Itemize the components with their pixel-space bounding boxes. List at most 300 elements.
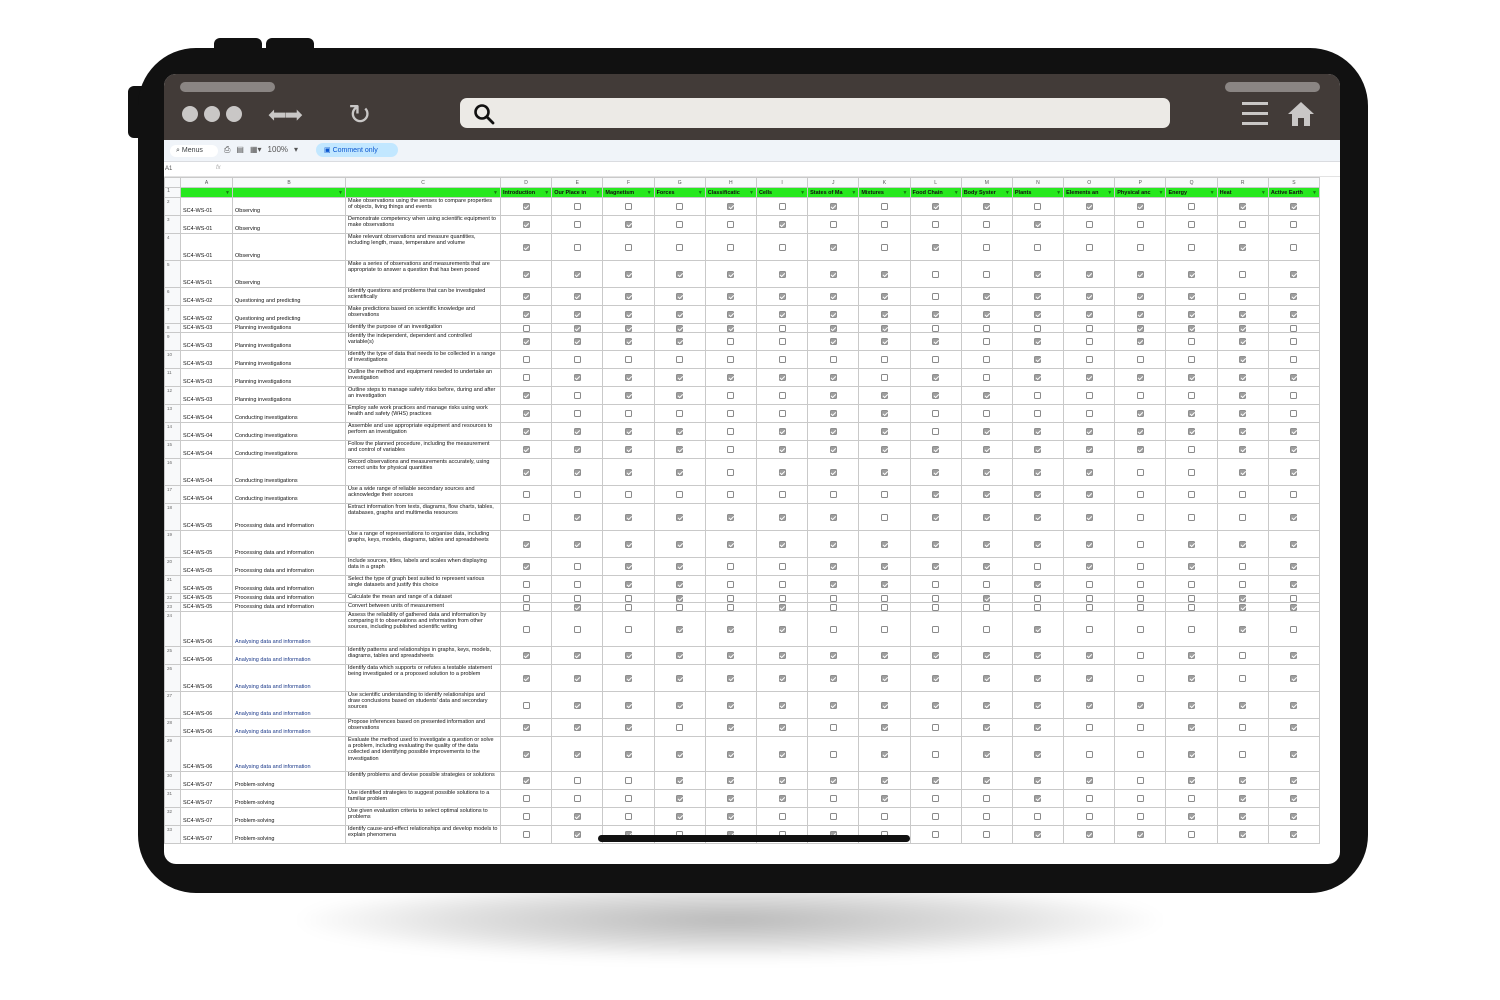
checkbox[interactable] <box>727 271 734 278</box>
checkbox[interactable] <box>1290 392 1297 399</box>
checkbox[interactable] <box>830 338 837 345</box>
checkbox[interactable] <box>1188 203 1195 210</box>
checkbox-cell[interactable] <box>1166 737 1217 772</box>
checkbox-cell[interactable] <box>1012 216 1063 234</box>
checkbox[interactable] <box>779 514 786 521</box>
checkbox[interactable] <box>1137 563 1144 570</box>
checkbox-cell[interactable] <box>552 306 603 324</box>
checkbox[interactable] <box>779 469 786 476</box>
header-cell[interactable] <box>346 188 501 198</box>
checkbox-cell[interactable] <box>501 790 552 808</box>
checkbox[interactable] <box>830 604 837 611</box>
checkbox-cell[interactable] <box>961 351 1012 369</box>
checkbox[interactable] <box>1188 702 1195 709</box>
checkbox-cell[interactable] <box>552 333 603 351</box>
checkbox[interactable] <box>1137 374 1144 381</box>
checkbox-cell[interactable] <box>501 826 552 844</box>
filter-icon[interactable]: ▼ <box>1260 189 1266 196</box>
checkbox-cell[interactable] <box>1268 441 1319 459</box>
strand-cell[interactable]: Problem-solving <box>233 808 346 826</box>
checkbox[interactable] <box>523 392 530 399</box>
reload-icon[interactable]: ↻ <box>348 99 372 130</box>
checkbox-cell[interactable] <box>756 558 807 576</box>
checkbox[interactable] <box>932 563 939 570</box>
checkbox[interactable] <box>574 604 581 611</box>
checkbox[interactable] <box>523 311 530 318</box>
checkbox-cell[interactable] <box>1115 603 1166 612</box>
checkbox[interactable] <box>1137 675 1144 682</box>
row-number[interactable]: 15 <box>165 441 181 459</box>
checkbox-cell[interactable] <box>501 531 552 558</box>
checkbox-cell[interactable] <box>756 808 807 826</box>
checkbox[interactable] <box>1086 356 1093 363</box>
checkbox[interactable] <box>1239 428 1246 435</box>
checkbox-cell[interactable] <box>1268 692 1319 719</box>
checkbox-cell[interactable] <box>1166 486 1217 504</box>
checkbox[interactable] <box>1034 675 1041 682</box>
description-cell[interactable]: Employ safe work practices and manage risks using work health and safety (WHS) practices <box>346 405 501 423</box>
checkbox-cell[interactable] <box>705 198 756 216</box>
row-number[interactable]: 14 <box>165 423 181 441</box>
row-number[interactable]: 18 <box>165 504 181 531</box>
checkbox[interactable] <box>1034 491 1041 498</box>
checkbox-cell[interactable] <box>910 576 961 594</box>
outcome-code-cell[interactable]: SC4-WS-04 <box>181 459 233 486</box>
description-cell[interactable]: Identify the purpose of an investigation <box>346 324 501 333</box>
checkbox-cell[interactable] <box>961 459 1012 486</box>
checkbox-cell[interactable] <box>1166 603 1217 612</box>
checkbox[interactable] <box>574 831 581 838</box>
checkbox[interactable] <box>625 724 632 731</box>
checkbox[interactable] <box>1137 244 1144 251</box>
checkbox[interactable] <box>1137 795 1144 802</box>
checkbox-cell[interactable] <box>1217 423 1268 441</box>
checkbox[interactable] <box>574 581 581 588</box>
checkbox[interactable] <box>983 271 990 278</box>
checkbox-cell[interactable] <box>1115 576 1166 594</box>
outcome-code-cell[interactable]: SC4-WS-03 <box>181 324 233 333</box>
checkbox[interactable] <box>523 221 530 228</box>
checkbox-cell[interactable] <box>1064 603 1115 612</box>
checkbox[interactable] <box>1188 244 1195 251</box>
checkbox[interactable] <box>625 293 632 300</box>
checkbox[interactable] <box>1034 541 1041 548</box>
strand-cell[interactable]: Conducting investigations <box>233 486 346 504</box>
checkbox[interactable] <box>727 675 734 682</box>
checkbox[interactable] <box>1188 795 1195 802</box>
checkbox-cell[interactable] <box>552 790 603 808</box>
hamburger-icon[interactable] <box>1242 102 1268 126</box>
checkbox[interactable] <box>1137 325 1144 332</box>
checkbox[interactable] <box>1290 356 1297 363</box>
checkbox-cell[interactable] <box>910 441 961 459</box>
checkbox-cell[interactable] <box>910 288 961 306</box>
checkbox-cell[interactable] <box>654 486 705 504</box>
checkbox-cell[interactable] <box>808 351 859 369</box>
checkbox-cell[interactable] <box>859 531 910 558</box>
topic-header-cell[interactable] <box>961 188 1012 198</box>
checkbox[interactable] <box>1290 595 1297 602</box>
checkbox[interactable] <box>574 491 581 498</box>
checkbox[interactable] <box>1188 446 1195 453</box>
checkbox[interactable] <box>625 563 632 570</box>
outcome-code-cell[interactable]: SC4-WS-03 <box>181 387 233 405</box>
checkbox[interactable] <box>727 325 734 332</box>
checkbox[interactable] <box>1137 595 1144 602</box>
checkbox[interactable] <box>1290 311 1297 318</box>
checkbox-cell[interactable] <box>603 387 654 405</box>
checkbox[interactable] <box>1188 604 1195 611</box>
checkbox-cell[interactable] <box>705 459 756 486</box>
checkbox[interactable] <box>676 271 683 278</box>
checkbox-cell[interactable] <box>961 808 1012 826</box>
checkbox[interactable] <box>1137 338 1144 345</box>
checkbox[interactable] <box>1034 604 1041 611</box>
checkbox-cell[interactable] <box>1166 441 1217 459</box>
checkbox-cell[interactable] <box>1115 719 1166 737</box>
checkbox[interactable] <box>574 652 581 659</box>
checkbox-cell[interactable] <box>654 531 705 558</box>
checkbox-cell[interactable] <box>705 790 756 808</box>
checkbox[interactable] <box>1034 410 1041 417</box>
checkbox-cell[interactable] <box>910 198 961 216</box>
description-cell[interactable]: Outline the method and equipment needed to undertake an investigation <box>346 369 501 387</box>
checkbox[interactable] <box>1137 652 1144 659</box>
checkbox-cell[interactable] <box>756 324 807 333</box>
checkbox-cell[interactable] <box>1217 288 1268 306</box>
checkbox[interactable] <box>1188 541 1195 548</box>
checkbox-cell[interactable] <box>1064 826 1115 844</box>
checkbox[interactable] <box>1290 813 1297 820</box>
checkbox[interactable] <box>830 325 837 332</box>
checkbox-cell[interactable] <box>552 612 603 647</box>
checkbox-cell[interactable] <box>756 665 807 692</box>
checkbox-cell[interactable] <box>1012 333 1063 351</box>
checkbox-cell[interactable] <box>859 594 910 603</box>
checkbox[interactable] <box>1034 374 1041 381</box>
checkbox-cell[interactable] <box>808 387 859 405</box>
checkbox-cell[interactable] <box>552 198 603 216</box>
checkbox[interactable] <box>1188 751 1195 758</box>
checkbox[interactable] <box>676 751 683 758</box>
checkbox[interactable] <box>1239 374 1246 381</box>
checkbox[interactable] <box>1137 446 1144 453</box>
checkbox-cell[interactable] <box>1012 351 1063 369</box>
checkbox-cell[interactable] <box>756 234 807 261</box>
checkbox-cell[interactable] <box>1115 486 1166 504</box>
checkbox[interactable] <box>932 392 939 399</box>
checkbox-cell[interactable] <box>1217 333 1268 351</box>
checkbox-cell[interactable] <box>1115 612 1166 647</box>
checkbox[interactable] <box>1290 338 1297 345</box>
strand-cell[interactable]: Analysing data and information <box>233 612 346 647</box>
checkbox[interactable] <box>1290 446 1297 453</box>
strand-cell[interactable]: Questioning and predicting <box>233 306 346 324</box>
checkbox[interactable] <box>1137 541 1144 548</box>
checkbox-cell[interactable] <box>859 441 910 459</box>
checkbox-cell[interactable] <box>552 261 603 288</box>
checkbox[interactable] <box>1137 293 1144 300</box>
checkbox-cell[interactable] <box>961 692 1012 719</box>
checkbox[interactable] <box>574 813 581 820</box>
checkbox[interactable] <box>523 428 530 435</box>
checkbox[interactable] <box>881 293 888 300</box>
checkbox[interactable] <box>727 795 734 802</box>
checkbox[interactable] <box>1137 777 1144 784</box>
checkbox-cell[interactable] <box>552 826 603 844</box>
checkbox[interactable] <box>830 702 837 709</box>
checkbox-cell[interactable] <box>1064 306 1115 324</box>
checkbox[interactable] <box>523 541 530 548</box>
checkbox-cell[interactable] <box>910 665 961 692</box>
checkbox-cell[interactable] <box>1064 324 1115 333</box>
checkbox-cell[interactable] <box>910 692 961 719</box>
checkbox[interactable] <box>830 446 837 453</box>
checkbox[interactable] <box>676 514 683 521</box>
checkbox[interactable] <box>932 311 939 318</box>
row-number[interactable]: 3 <box>165 216 181 234</box>
checkbox[interactable] <box>779 338 786 345</box>
checkbox[interactable] <box>881 581 888 588</box>
checkbox[interactable] <box>983 244 990 251</box>
checkbox[interactable] <box>1034 469 1041 476</box>
checkbox-cell[interactable] <box>961 790 1012 808</box>
checkbox-cell[interactable] <box>705 594 756 603</box>
checkbox-cell[interactable] <box>603 234 654 261</box>
checkbox[interactable] <box>779 203 786 210</box>
checkbox[interactable] <box>881 626 888 633</box>
checkbox[interactable] <box>625 595 632 602</box>
checkbox-cell[interactable] <box>859 333 910 351</box>
checkbox-cell[interactable] <box>654 351 705 369</box>
checkbox-cell[interactable] <box>705 558 756 576</box>
strand-cell[interactable]: Processing data and information <box>233 558 346 576</box>
filter-icon[interactable]: ▼ <box>1004 189 1010 196</box>
checkbox[interactable] <box>523 595 530 602</box>
checkbox-cell[interactable] <box>501 504 552 531</box>
description-cell[interactable]: Demonstrate competency when using scientific equipment to make observations <box>346 216 501 234</box>
checkbox-cell[interactable] <box>859 737 910 772</box>
checkbox-cell[interactable] <box>654 647 705 665</box>
checkbox[interactable] <box>881 702 888 709</box>
checkbox[interactable] <box>983 491 990 498</box>
checkbox[interactable] <box>523 446 530 453</box>
checkbox-cell[interactable] <box>603 504 654 531</box>
checkbox-cell[interactable] <box>756 387 807 405</box>
checkbox[interactable] <box>1137 626 1144 633</box>
checkbox[interactable] <box>1086 514 1093 521</box>
checkbox-cell[interactable] <box>1012 612 1063 647</box>
checkbox[interactable] <box>1137 514 1144 521</box>
description-cell[interactable]: Make a series of observations and measurements that are appropriate to answer a question that has been posed <box>346 261 501 288</box>
checkbox[interactable] <box>1188 724 1195 731</box>
checkbox-cell[interactable] <box>654 306 705 324</box>
checkbox-cell[interactable] <box>654 719 705 737</box>
checkbox-cell[interactable] <box>501 647 552 665</box>
checkbox[interactable] <box>983 410 990 417</box>
checkbox-cell[interactable] <box>552 772 603 790</box>
checkbox-cell[interactable] <box>1064 423 1115 441</box>
checkbox[interactable] <box>830 410 837 417</box>
name-box[interactable]: A1 <box>165 166 173 172</box>
checkbox[interactable] <box>1086 604 1093 611</box>
checkbox-cell[interactable] <box>705 647 756 665</box>
checkbox-cell[interactable] <box>1268 576 1319 594</box>
checkbox[interactable] <box>676 469 683 476</box>
checkbox-cell[interactable] <box>501 719 552 737</box>
checkbox-cell[interactable] <box>1012 486 1063 504</box>
checkbox[interactable] <box>1239 244 1246 251</box>
description-cell[interactable]: Use a range of representations to organise data, including graphs, keys, models, diagrams, tables and spreadsheets <box>346 531 501 558</box>
checkbox[interactable] <box>881 563 888 570</box>
checkbox-cell[interactable] <box>756 594 807 603</box>
checkbox[interactable] <box>1086 311 1093 318</box>
outcome-code-cell[interactable]: SC4-WS-03 <box>181 351 233 369</box>
checkbox[interactable] <box>625 813 632 820</box>
checkbox[interactable] <box>1188 469 1195 476</box>
checkbox[interactable] <box>830 293 837 300</box>
checkbox-cell[interactable] <box>859 558 910 576</box>
checkbox-cell[interactable] <box>1217 216 1268 234</box>
checkbox-cell[interactable] <box>705 369 756 387</box>
checkbox[interactable] <box>983 514 990 521</box>
checkbox[interactable] <box>881 541 888 548</box>
checkbox[interactable] <box>932 491 939 498</box>
checkbox[interactable] <box>676 626 683 633</box>
checkbox-cell[interactable] <box>501 198 552 216</box>
checkbox-cell[interactable] <box>1064 333 1115 351</box>
checkbox-cell[interactable] <box>808 603 859 612</box>
checkbox[interactable] <box>932 652 939 659</box>
checkbox-cell[interactable] <box>1115 288 1166 306</box>
filter-icon[interactable]: ▼ <box>1312 189 1317 196</box>
checkbox[interactable] <box>727 626 734 633</box>
row-number[interactable]: 22 <box>165 594 181 603</box>
checkbox-cell[interactable] <box>910 261 961 288</box>
checkbox[interactable] <box>523 581 530 588</box>
checkbox-cell[interactable] <box>552 504 603 531</box>
strand-cell[interactable]: Problem-solving <box>233 772 346 790</box>
outcome-code-cell[interactable]: SC4-WS-07 <box>181 772 233 790</box>
checkbox[interactable] <box>1188 338 1195 345</box>
checkbox-cell[interactable] <box>705 504 756 531</box>
checkbox[interactable] <box>881 795 888 802</box>
checkbox-cell[interactable] <box>705 261 756 288</box>
checkbox-cell[interactable] <box>1012 772 1063 790</box>
checkbox-cell[interactable] <box>705 288 756 306</box>
corner-cell[interactable] <box>165 178 181 188</box>
checkbox-cell[interactable] <box>1012 288 1063 306</box>
checkbox-cell[interactable] <box>705 423 756 441</box>
checkbox-cell[interactable] <box>603 405 654 423</box>
description-cell[interactable]: Select the type of graph best suited to represent various single datasets and justify this choice <box>346 576 501 594</box>
checkbox[interactable] <box>830 563 837 570</box>
checkbox[interactable] <box>1086 392 1093 399</box>
checkbox-cell[interactable] <box>1064 772 1115 790</box>
checkbox-cell[interactable] <box>808 531 859 558</box>
checkbox-cell[interactable] <box>1268 647 1319 665</box>
checkbox[interactable] <box>1239 410 1246 417</box>
checkbox[interactable] <box>676 795 683 802</box>
checkbox[interactable] <box>1290 410 1297 417</box>
checkbox-cell[interactable] <box>1064 576 1115 594</box>
menus-search[interactable] <box>170 145 218 157</box>
column-header[interactable]: L <box>910 178 961 188</box>
checkbox[interactable] <box>1137 410 1144 417</box>
checkbox-cell[interactable] <box>552 647 603 665</box>
checkbox[interactable] <box>625 374 632 381</box>
checkbox-cell[interactable] <box>1268 558 1319 576</box>
checkbox-cell[interactable] <box>603 423 654 441</box>
checkbox-cell[interactable] <box>1217 504 1268 531</box>
checkbox[interactable] <box>779 581 786 588</box>
header-cell[interactable] <box>181 188 233 198</box>
checkbox[interactable] <box>1290 626 1297 633</box>
checkbox-cell[interactable] <box>1115 261 1166 288</box>
checkbox[interactable] <box>881 604 888 611</box>
checkbox[interactable] <box>1137 203 1144 210</box>
checkbox[interactable] <box>932 203 939 210</box>
checkbox-cell[interactable] <box>1268 737 1319 772</box>
checkbox-cell[interactable] <box>603 216 654 234</box>
checkbox[interactable] <box>676 675 683 682</box>
checkbox-cell[interactable] <box>1012 441 1063 459</box>
checkbox-cell[interactable] <box>859 324 910 333</box>
outcome-code-cell[interactable]: SC4-WS-01 <box>181 261 233 288</box>
window-dot-icon[interactable] <box>182 106 198 122</box>
description-cell[interactable]: Identify data which supports or refutes a testable statement being investigated or a proposed solution to a problem <box>346 665 501 692</box>
checkbox[interactable] <box>1034 356 1041 363</box>
row-number[interactable]: 13 <box>165 405 181 423</box>
checkbox-cell[interactable] <box>756 692 807 719</box>
checkbox[interactable] <box>1239 813 1246 820</box>
checkbox[interactable] <box>1290 604 1297 611</box>
checkbox-cell[interactable] <box>1217 576 1268 594</box>
checkbox[interactable] <box>932 626 939 633</box>
checkbox[interactable] <box>1188 293 1195 300</box>
checkbox[interactable] <box>779 325 786 332</box>
description-cell[interactable]: Use a wide range of reliable secondary sources and acknowledge their sources <box>346 486 501 504</box>
header-cell[interactable] <box>233 188 346 198</box>
description-cell[interactable]: Make observations using the senses to compare properties of objects, living things and events <box>346 198 501 216</box>
checkbox[interactable] <box>676 325 683 332</box>
checkbox[interactable] <box>1239 338 1246 345</box>
checkbox[interactable] <box>625 392 632 399</box>
checkbox[interactable] <box>1188 325 1195 332</box>
checkbox[interactable] <box>779 702 786 709</box>
outcome-code-cell[interactable]: SC4-WS-01 <box>181 216 233 234</box>
checkbox-cell[interactable] <box>705 486 756 504</box>
checkbox-cell[interactable] <box>1012 719 1063 737</box>
checkbox[interactable] <box>830 595 837 602</box>
checkbox-cell[interactable] <box>1115 647 1166 665</box>
checkbox[interactable] <box>779 777 786 784</box>
checkbox-cell[interactable] <box>1064 405 1115 423</box>
checkbox-cell[interactable] <box>756 612 807 647</box>
checkbox-cell[interactable] <box>501 772 552 790</box>
checkbox[interactable] <box>1086 675 1093 682</box>
checkbox[interactable] <box>983 469 990 476</box>
checkbox[interactable] <box>1137 392 1144 399</box>
checkbox-cell[interactable] <box>1064 261 1115 288</box>
checkbox-cell[interactable] <box>603 594 654 603</box>
checkbox[interactable] <box>881 813 888 820</box>
checkbox[interactable] <box>1086 410 1093 417</box>
checkbox[interactable] <box>830 724 837 731</box>
checkbox[interactable] <box>1086 271 1093 278</box>
checkbox-cell[interactable] <box>1012 387 1063 405</box>
strand-cell[interactable]: Analysing data and information <box>233 665 346 692</box>
